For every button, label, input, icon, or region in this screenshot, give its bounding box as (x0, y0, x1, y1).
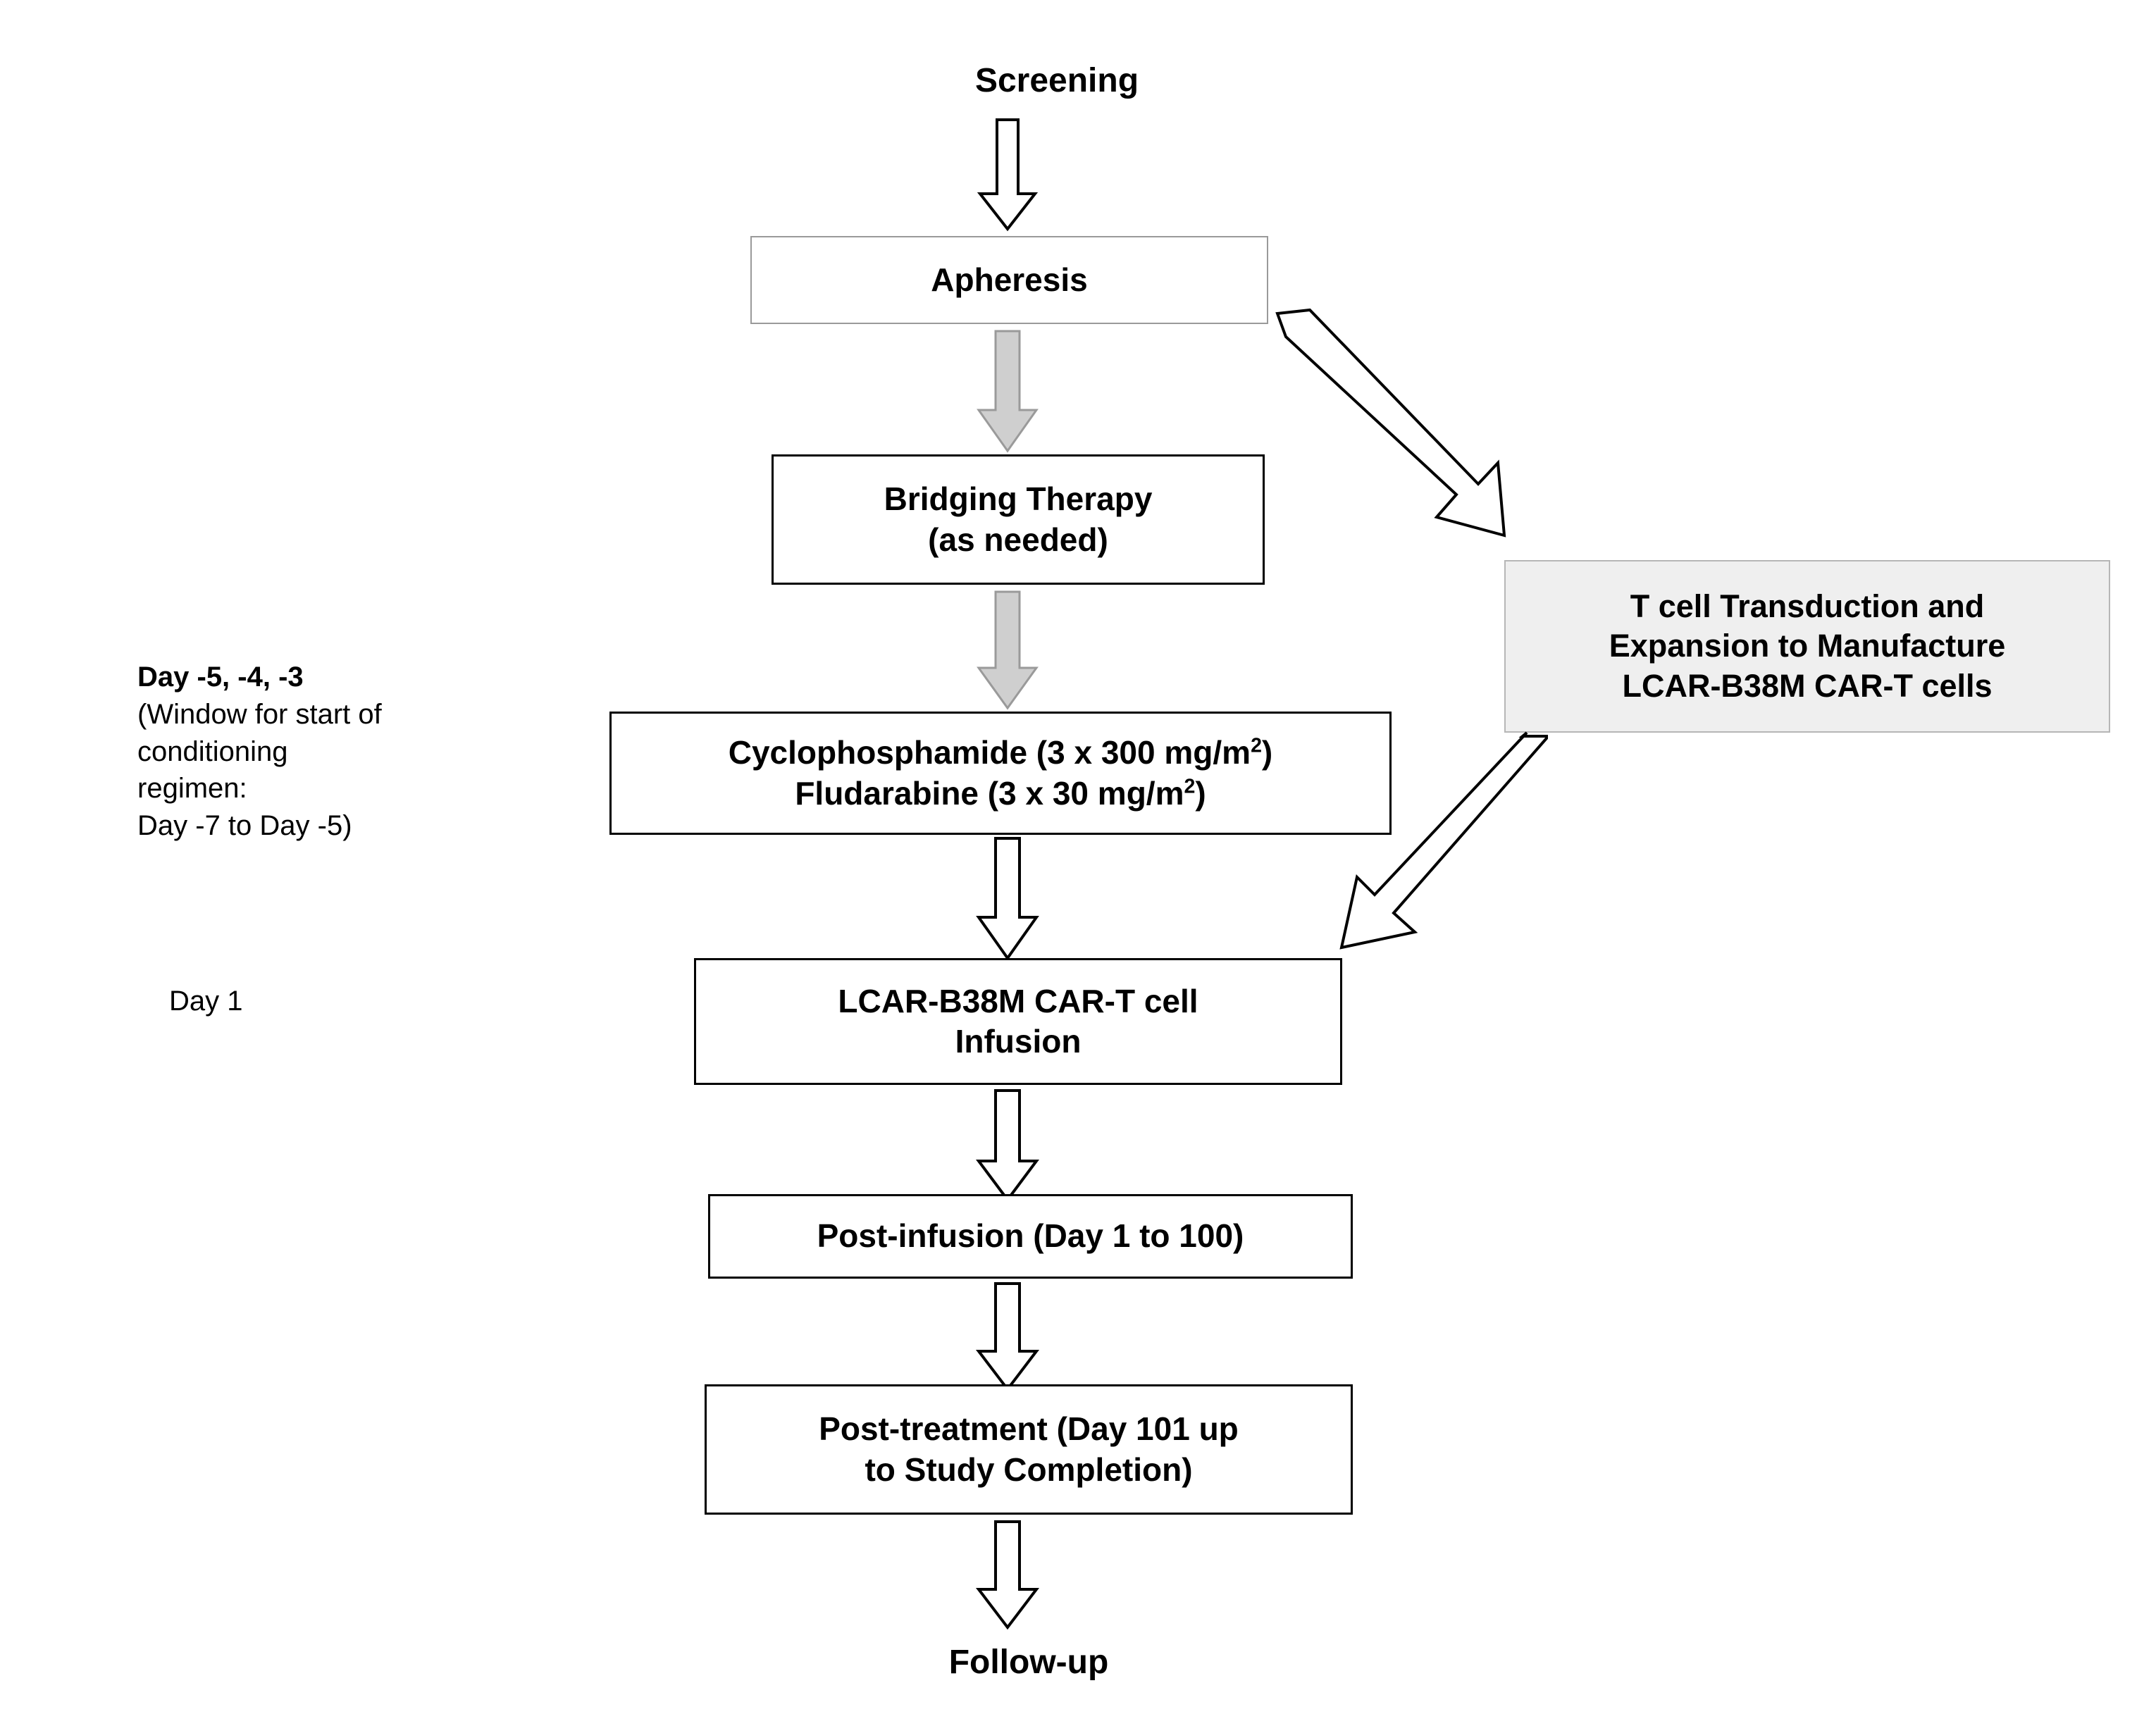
node-post-treatment (705, 1384, 1353, 1515)
node-tcell-manufacture-line1: T cell Transduction and (1630, 588, 1985, 625)
side-label-conditioning-window-1: (Window for start of (137, 698, 382, 730)
node-post-treatment-line1: Post-treatment (Day 101 up (819, 1410, 1239, 1447)
node-apheresis-label: Apheresis (931, 261, 1088, 298)
node-bridging-therapy (772, 454, 1265, 585)
side-label-conditioning (137, 659, 588, 845)
arrow-bridging-to-conditioning (976, 592, 1039, 712)
node-bridging-therapy-line1: Bridging Therapy (884, 480, 1153, 517)
arrow-infusion-to-post-infusion (976, 1091, 1039, 1203)
node-followup-label: Follow-up (948, 1644, 1109, 1681)
node-screening-label: Screening (974, 62, 1139, 99)
node-tcell-manufacture (1504, 560, 2110, 733)
node-car-t-infusion (694, 958, 1342, 1085)
arrow-conditioning-to-infusion (976, 838, 1039, 962)
node-post-infusion (708, 1194, 1353, 1279)
node-conditioning-line1: Cyclophosphamide (3 x 300 $mg/m^2$) (728, 734, 1273, 771)
node-tcell-manufacture-line3: LCAR-B38M CAR-T cells (1622, 667, 1993, 704)
arrow-apheresis-to-bridging (976, 331, 1039, 454)
arrow-screening-to-apheresis (976, 120, 1039, 232)
side-label-conditioning-window-4: Day -7 to Day -5) (137, 810, 352, 842)
node-apheresis (750, 236, 1268, 324)
node-screening (831, 56, 1282, 106)
side-label-infusion-day (169, 983, 451, 1020)
node-car-t-infusion-line1: LCAR-B38M CAR-T cell (838, 982, 1198, 1019)
node-conditioning-regimen (609, 712, 1392, 835)
node-conditioning-line2: Fludarabine (3 x 30 $mg/m^2$) (795, 774, 1206, 812)
node-tcell-manufacture-line2: Expansion to Manufacture (1609, 628, 2006, 664)
node-post-infusion-label: Post-infusion (Day 1 to 100) (817, 1217, 1244, 1255)
side-label-conditioning-window-3: regimen: (137, 773, 247, 805)
side-label-conditioning-day: Day -5, -4, -3 (137, 662, 304, 693)
side-label-conditioning-window-2: conditioning (137, 735, 288, 767)
node-bridging-therapy-line2: (as needed) (928, 521, 1108, 558)
node-followup (803, 1638, 1254, 1687)
arrow-post-infusion-to-post-treatment (976, 1284, 1039, 1393)
arrow-manufacture-to-infusion (1318, 733, 1561, 965)
side-label-infusion-day-text: Day 1 (169, 986, 243, 1017)
arrow-post-treatment-to-followup (976, 1522, 1039, 1631)
arrow-apheresis-to-manufacture (1265, 310, 1539, 557)
node-car-t-infusion-line2: Infusion (955, 1023, 1082, 1060)
node-post-treatment-line2: to Study Completion) (865, 1451, 1193, 1488)
